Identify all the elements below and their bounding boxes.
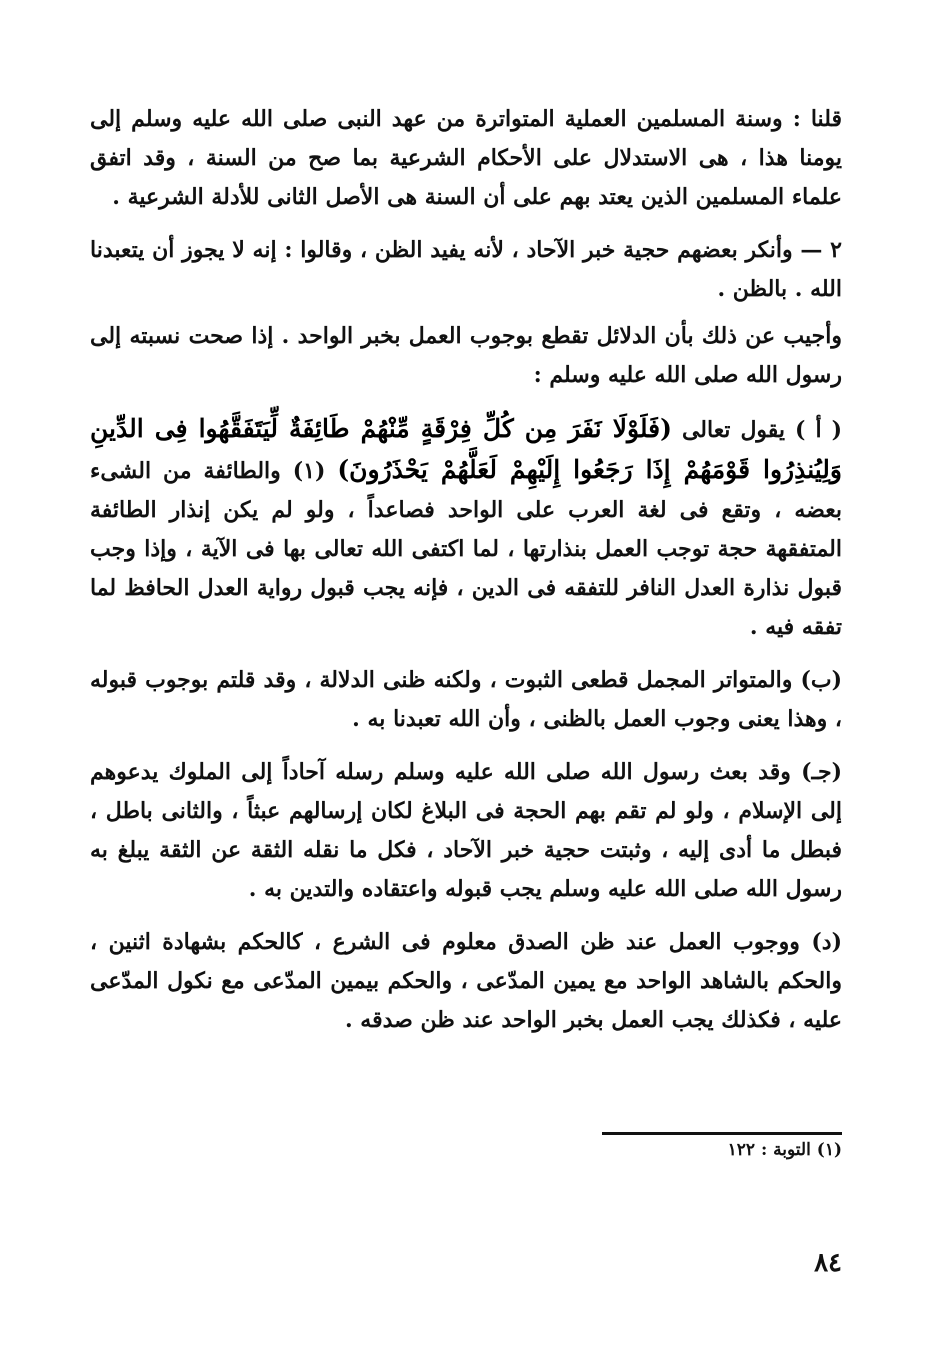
point-b-paragraph: (ب) والمتواتر المجمل قطعى الثبوت ، ولكنه ظنى الدلالة ، وقد قلتم بوجوب قبوله ، وهذا يعنى وجوب العمل بالظنى ، وأن الله تعبدنا به .	[90, 667, 842, 732]
book-page	[90, 100, 842, 1280]
point-d-paragraph: (د) ووجوب العمل عند ظن الصدق معلوم فى الشرع ، كالحكم بشهادة اثنين ، والحكم بالشاهد الواحد مع يمين المدّعى ، والحكم بيمين المدّعى مع نكول المدّعى عليه ، فكذلك يجب العمل بخبر الواحد عند ظن صدقه .	[90, 929, 842, 1033]
point-c-paragraph: (جـ) وقد بعث رسول الله صلى الله عليه وسلم رسله آحاداً إلى الملوك يدعوهم إلى الإسلام ، ولو لم تقم بهم الحجة فى البلاغ لكان إرسالهم عبثاً ، والثانى باطل ، فبطل ما أدى إليه ، وثبتت حجية خبر الآحاد ، فكل ما نقله الثقة عن الثقة يبلغ به رسول الله صلى الله عليه وسلم يجب قبوله واعتقاده والتدين به .	[90, 759, 842, 902]
point-a-text: والطائفة من الشىء بعضه ، وتقع فى لغة العرب على الواحد فصاعداً ، ولو لم يكن إنذار الطائفة المتفقهة حجة توجب العمل بنذارتها ، لما اكتفى الله تعالى بها فى الآية ، وإذا وجب قبول نذارة العدل النافر للتفقه فى الدين ، فإنه يجب قبول رواية العدل الحافظ لما تفقه فيه .	[90, 458, 843, 640]
footnote: (١) التوبة : ١٢٢	[727, 1140, 842, 1160]
footnote-divider	[602, 1132, 842, 1135]
quran-verse: (فَلَوْلَا نَفَرَ مِن كُلِّ فِرْقَةٍ مِّنْهُمْ طَائِفَةٌ لِّيَتَفَقَّهُوا فِى الدِّينِ وَلِيُنذِرُوا قَوْمَهُمْ إِذَا رَجَعُوا إِلَيْهِمْ لَعَلَّهُمْ يَحْذَرُونَ)	[90, 414, 842, 484]
page-number: ٨٤	[814, 1248, 842, 1278]
point-a-paragraph	[90, 409, 842, 647]
paragraph-response: وأجيب عن ذلك بأن الدلائل تقطع بوجوب العمل بخبر الواحد . إذا صحت نسبته إلى رسول الله صلى الله عليه وسلم :	[90, 323, 842, 388]
footnote-marker: (١)	[292, 458, 326, 484]
paragraph-objection-2: ٢ — وأنكر بعضهم حجية خبر الآحاد ، لأنه يفيد الظن ، وقالوا : إنه لا يجوز أن يتعبدنا الله . بالظن .	[90, 237, 842, 302]
paragraph-sunnah-practice: قلنا : وسنة المسلمين العملية المتواترة من عهد النبى صلى الله عليه وسلم إلى يومنا هذا ، هى الاستدلال على الأحكام الشرعية بما صح من السنة ، وقد اتفق علماء المسلمين الذين يعتد بهم على أن السنة هى الأصل الثانى للأدلة الشرعية .	[90, 106, 842, 210]
point-a-intro: ( أ ) يقول تعالى	[681, 417, 842, 443]
